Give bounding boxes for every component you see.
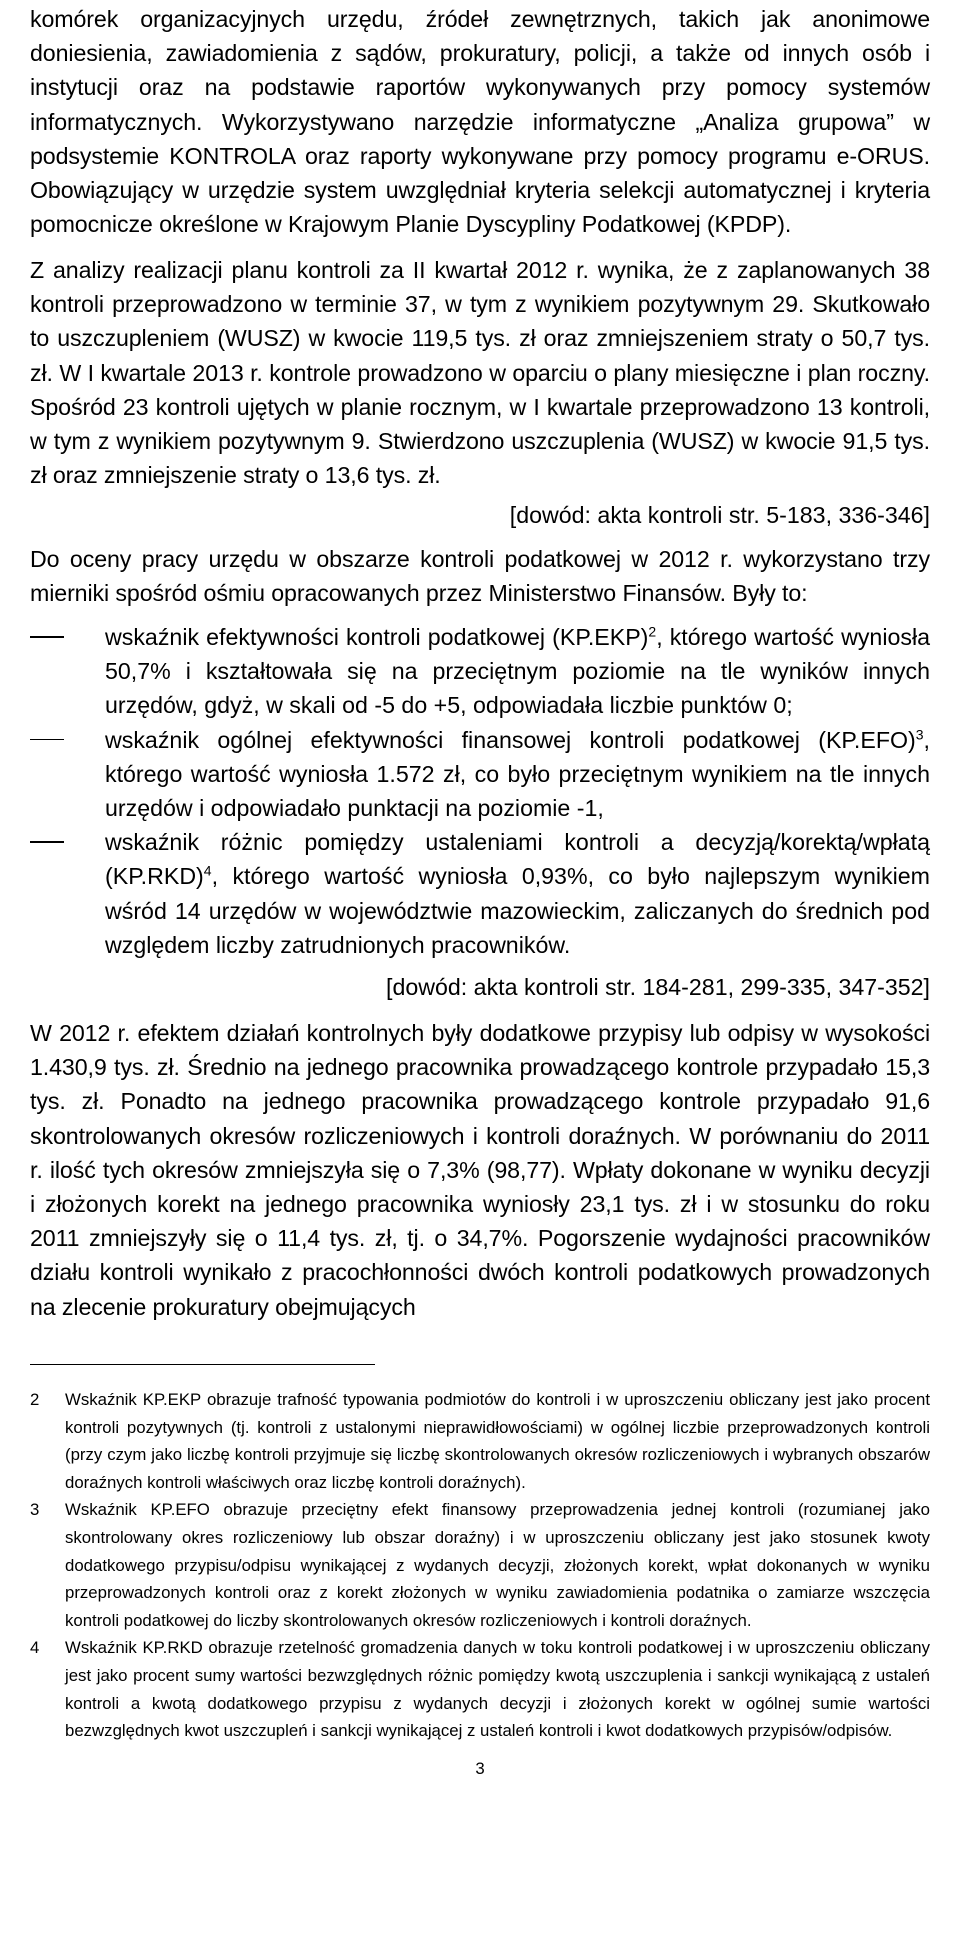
footnote: 4 Wskaźnik KP.RKD obrazuje rzetelność gromadzenia danych w toku kontroli podatkowej i w uproszczeniu obliczany jest jako procent sumy wartości bezwzględnych różnic pomiędzy kwotą uszczuplenia i sankcji wynikającą z ustaleń kontroli a kwotą dodatkowego przypisu z wydanych decyzji i złożonych korekt w ogólnej sumie wartości bezwzględnych kwot uszczupleń i sankcji wynikającej z ustaleń kontroli i kwot dodatkowych przypisów/odpisów. xyxy=(30,1638,930,1741)
footnote-ref: 4 xyxy=(203,862,212,879)
evidence-reference-2: [dowód: akta kontroli str. 184-281, 299-335, 347-352] xyxy=(386,974,930,1000)
dash-bullet-icon xyxy=(30,739,64,741)
footnotes xyxy=(30,1386,930,1745)
footnote-ref: 2 xyxy=(648,623,657,640)
footnote: 3 Wskaźnik KP.EFO obrazuje przeciętny efekt finansowy przeprowadzenia jednej kontroli (rozumianej jako skontrolowany okres rozliczeniowy lub obszar doraźny) i w uproszczeniu obliczany jest jako stosunek kwoty dodatkowego przypisu/odpisu wynikającej z wydanych decyzji, złożonych korekt, wpłat dokonanych w wyniku przeprowadzonych kontroli oraz z korekt złożonych w wyniku zawiadomienia podatnika o zamiarze wszczęcia kontroli podatkowej do liczby skontrolowanych okresów rozliczeniowych i kontroli doraźnych. xyxy=(30,1500,930,1630)
dash-bullet-icon xyxy=(30,841,64,843)
footnote-ref: 3 xyxy=(915,725,924,742)
paragraph-detection-sources: komórek organizacyjnych urzędu, źródeł zewnętrznych, takich jak anonimowe doniesienia, zawiadomienia z sądów, prokuratury, policji, a także od innych osób i instytucji oraz na podstawie raportów wykonywanych przy pomocy systemów informatycznych. Wykorzystywano narzędzie informatyczne „Analiza grupowa” w podsystemie KONTROLA oraz raporty wykonywane przy pomocy programu e-ORUS. Obowiązujący w urzędzie system uwzględniał kryteria selekcji automatycznej i kryteria pomocnicze określone w Krajowym Planie Dyscypliny Podatkowej (KPDP). xyxy=(30,6,930,238)
dash-bullet-icon xyxy=(30,636,64,638)
paragraph-control-plan-analysis: Z analizy realizacji planu kontroli za II kwartał 2012 r. wynika, że z zaplanowanych 38 kontroli przeprowadzono w terminie 37, w tym z wynikiem pozytywnym 29. Skutkowało to uszczupleniem (WUSZ) w kwocie 119,5 tys. zł oraz zmniejszeniem straty o 50,7 tys. zł. W I kwartale 2013 r. kontrole prowadzono w oparciu o plany miesięczne i plan roczny. Spośród 23 kontroli ujętych w planie rocznym, w I kwartale przeprowadzono 13 kontroli, w tym z wynikiem pozytywnym 9. Stwierdzono uszczuplenia (WUSZ) w kwocie 91,5 tys. zł oraz zmniejszenie straty o 13,6 tys. zł. xyxy=(30,257,930,489)
list-item: wskaźnik różnic pomiędzy ustaleniami kontroli a decyzją/korektą/wpłatą $(KP.RKD)^4$, którego wartość wyniosła 0,93%, co było najlepszym wynikiem wśród 14 urzędów w województwie mazowieckim, zaliczanych do średnich pod względem liczby zatrudnionych pracowników. xyxy=(30,825,930,962)
footnote: 2 Wskaźnik KP.EKP obrazuje trafność typowania podmiotów do kontroli i w uproszczeniu obliczany jest jako procent kontroli pozytywnych (tj. kontroli z ustalonymi nieprawidłowościami) w ogólnej liczbie przeprowadzonych kontroli (przy czym jako liczbę kontroli przyjmuje się liczbę skontrolowanych okresów rozliczeniowych i wybranych obszarów doraźnych kontroli właściwych oraz liczbę kontroli doraźnych). xyxy=(30,1390,930,1492)
paragraph-control-effects-2012: W 2012 r. efektem działań kontrolnych były dodatkowe przypisy lub odpisy w wysokości 1.430,9 tys. zł. Średnio na jednego pracownika prowadzącego kontrole przypadało 15,3 tys. zł. Ponadto na jednego pracownika prowadzącego kontrole przypadało 91,6 skontrolowanych okresów rozliczeniowych i kontroli doraźnych. W porównaniu do 2011 r. ilość tych okresów zmniejszyła się o 7,3% (98,77). Wpłaty dokonane w wyniku decyzji i złożonych korekt na jednego pracownika wyniosły 23,1 tys. zł i w stosunku do roku 2011 zmniejszyły się o 11,4 tys. zł, tj. o 34,7%. Pogorszenie wydajności pracowników działu kontroli wynikało z pracochłonności dwóch kontroli podatkowych prowadzonych na zlecenie prokuratury obejmujących xyxy=(30,1020,930,1320)
list-item: wskaźnik ogólnej efektywności finansowej kontroli podatkowej $(KP.EFO)^3$, którego wartość wyniosła 1.572 zł, co było przeciętnym wynikiem na tle innych urzędów i odpowiadało punktacji na poziomie -1, xyxy=(30,723,930,826)
evidence-reference-1: [dowód: akta kontroli str. 5-183, 336-346] xyxy=(509,502,930,528)
paragraph-performance-metrics-intro: Do oceny pracy urzędu w obszarze kontroli podatkowej w 2012 r. wykorzystano trzy mierniki spośród ośmiu opracowanych przez Ministerstwo Finansów. Były to: xyxy=(30,546,930,607)
metrics-list xyxy=(30,620,930,962)
page-number: 3 xyxy=(475,1759,485,1778)
footnote-separator xyxy=(30,1364,375,1365)
list-item: wskaźnik efektywności kontroli podatkowej $(KP.EKP)^2$, którego wartość wyniosła 50,7% i kształtowała się na przeciętnym poziomie na tle wyników innych urzędów, gdyż, w skali od -5 do +5, odpowiadała liczbie punktów 0; xyxy=(30,620,930,723)
